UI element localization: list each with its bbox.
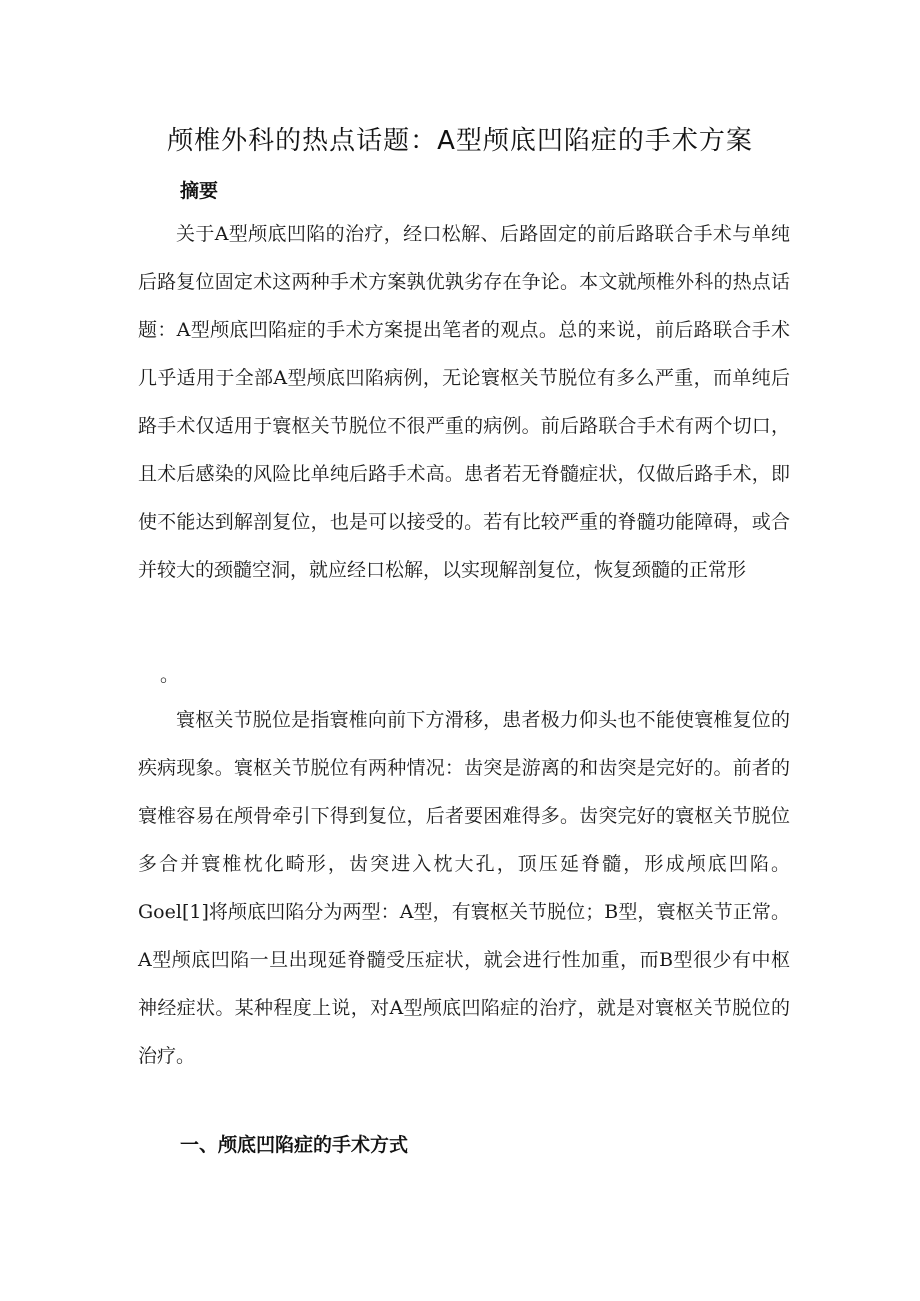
- abstract-heading: 摘要: [180, 180, 219, 202]
- section-heading: 一、颅底凹陷症的手术方式: [180, 1134, 409, 1156]
- document-title: 颅椎外科的热点话题：A型颅底凹陷症的手术方案: [167, 126, 753, 156]
- body-paragraph: 寰枢关节脱位是指寰椎向前下方滑移，患者极力仰头也不能使寰椎复位的疾病现象。寰枢关节脱位有两种情况：齿突是游离的和齿突是完好的。前者的寰椎容易在颅骨牵引下得到复位，后者要困难得多。齿突完好的寰枢关节脱位多合并寰椎枕化畸形，齿突进入枕大孔，顶压延脊髓，形成颅底凹陷。Goel[1]将颅底凹陷分为两型：A型，有寰枢关节脱位；B型，寰枢关节正常。A型颅底凹陷一旦出现延脊髓受压症状，就会进行性加重，而B型很少有中枢神经症状。某种程度上说，对A型颅底凹陷症的治疗，就是对寰枢关节脱位的治疗。: [138, 709, 790, 1067]
- abstract-paragraph: 关于A型颅底凹陷的治疗，经口松解、后路固定的前后路联合手术与单纯后路复位固定术这两种手术方案孰优孰劣存在争论。本文就颅椎外科的热点话题：A型颅底凹陷症的手术方案提出笔者的观点。总的来说，前后路联合手术几乎适用于全部A型颅底凹陷病例，无论寰枢关节脱位有多么严重，而单纯后路手术仅适用于寰枢关节脱位不很严重的病例。前后路联合手术有两个切口，且术后感染的风险比单纯后路手术高。患者若无脊髓症状，仅做后路手术，即使不能达到解剖复位，也是可以接受的。若有比较严重的脊髓功能障碍，或合并较大的颈髓空洞，就应经口松解，以实现解剖复位，恢复颈髓的正常形: [138, 223, 790, 581]
- stray-punctuation: 。: [160, 664, 180, 686]
